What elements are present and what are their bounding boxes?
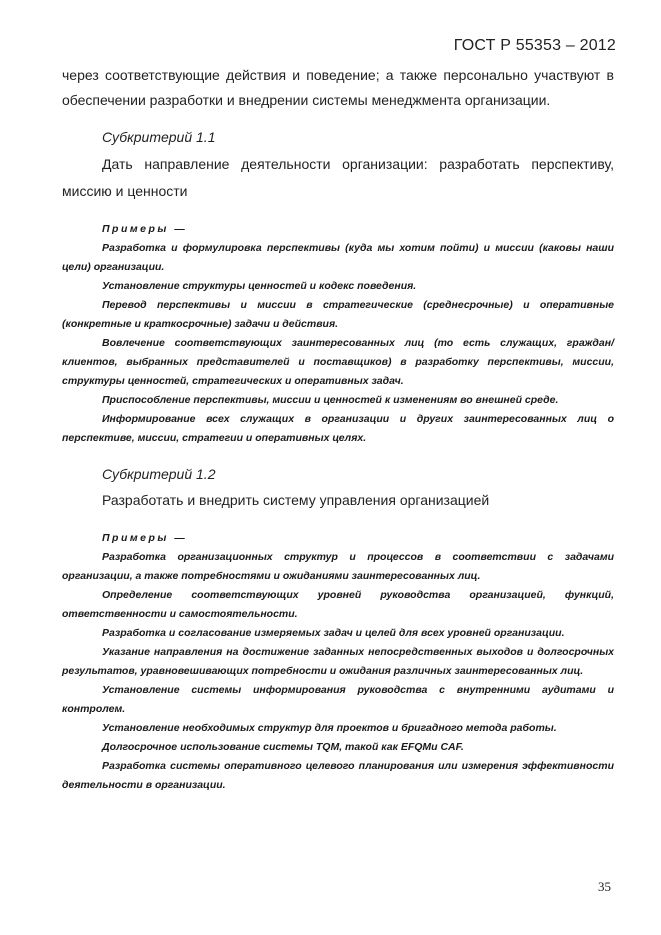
example-item: Указание направления на достижение заданных непосредственных выходов и долгосрочных результатов, уравновешивающих потребности и ожидания различных заинтересованных лиц. xyxy=(62,646,614,677)
intro-paragraph: через соответствующие действия и поведение; а также персонально участвуют в обеспечении разработки и внедрении системы менеджмента организации. xyxy=(62,67,614,108)
example-item: Разработка и согласование измеряемых задач и целей для всех уровней организации. xyxy=(102,627,565,639)
example-item: Разработка системы оперативного целевого планирования или измерения эффективности деятельности в организации. xyxy=(62,760,614,791)
subcriterion-1-2-label: Субкритерий 1.2 xyxy=(102,466,216,482)
examples-label: Примеры — xyxy=(102,532,188,544)
page-number: 35 xyxy=(598,879,611,894)
example-item: Долгосрочное использование системы TQM, такой как EFQMи CAF. xyxy=(102,741,464,753)
example-item: Разработка организационных структур и процессов в соответствии с задачами организации, а также потребностями и ожиданиями заинтересованных лиц. xyxy=(62,551,614,582)
example-item: Установление системы информирования руководства с внутренними аудитами и контролем. xyxy=(62,684,614,715)
subcriterion-1-1-title: Дать направление деятельности организации: разработать перспективу, миссию и ценности xyxy=(62,156,614,199)
example-item: Установление необходимых структур для проектов и бригадного метода работы. xyxy=(102,722,557,734)
example-item: Разработка и формулировка перспективы (куда мы хотим пойти) и миссии (каковы наши цели) организации. xyxy=(62,242,614,273)
example-item: Установление структуры ценностей и кодекс поведения. xyxy=(102,280,417,292)
subcriterion-1-1-label: Субкритерий 1.1 xyxy=(102,129,216,145)
document-standard-id: ГОСТ Р 55353 – 2012 xyxy=(453,37,616,54)
example-item: Определение соответствующих уровней руководства организацией, функций, ответственности и самостоятельности. xyxy=(62,589,614,620)
example-item: Перевод перспективы и миссии в стратегические (среднесрочные) и оперативные (конкретные и краткосрочные) задачи и действия. xyxy=(62,299,614,330)
example-item: Вовлечение соответствующих заинтересованных лиц (то есть служащих, граждан/клиентов, выбранных представителей и поставщиков) в разработку перспективы, миссии, структуры ценностей, стратегических и оперативных задач. xyxy=(62,337,614,387)
subcriterion-1-2-examples xyxy=(62,529,614,795)
subcriterion-1-1-examples xyxy=(62,220,614,448)
example-item: Информирование всех служащих в организации и других заинтересованных лиц о перспективе, миссии, стратегии и оперативных целях. xyxy=(62,413,614,444)
example-item: Приспособление перспективы, миссии и ценностей к изменениям во внешней среде. xyxy=(102,394,559,406)
subcriterion-1-2-title: Разработать и внедрить систему управления организацией xyxy=(102,492,490,508)
examples-label: Примеры — xyxy=(102,223,188,235)
